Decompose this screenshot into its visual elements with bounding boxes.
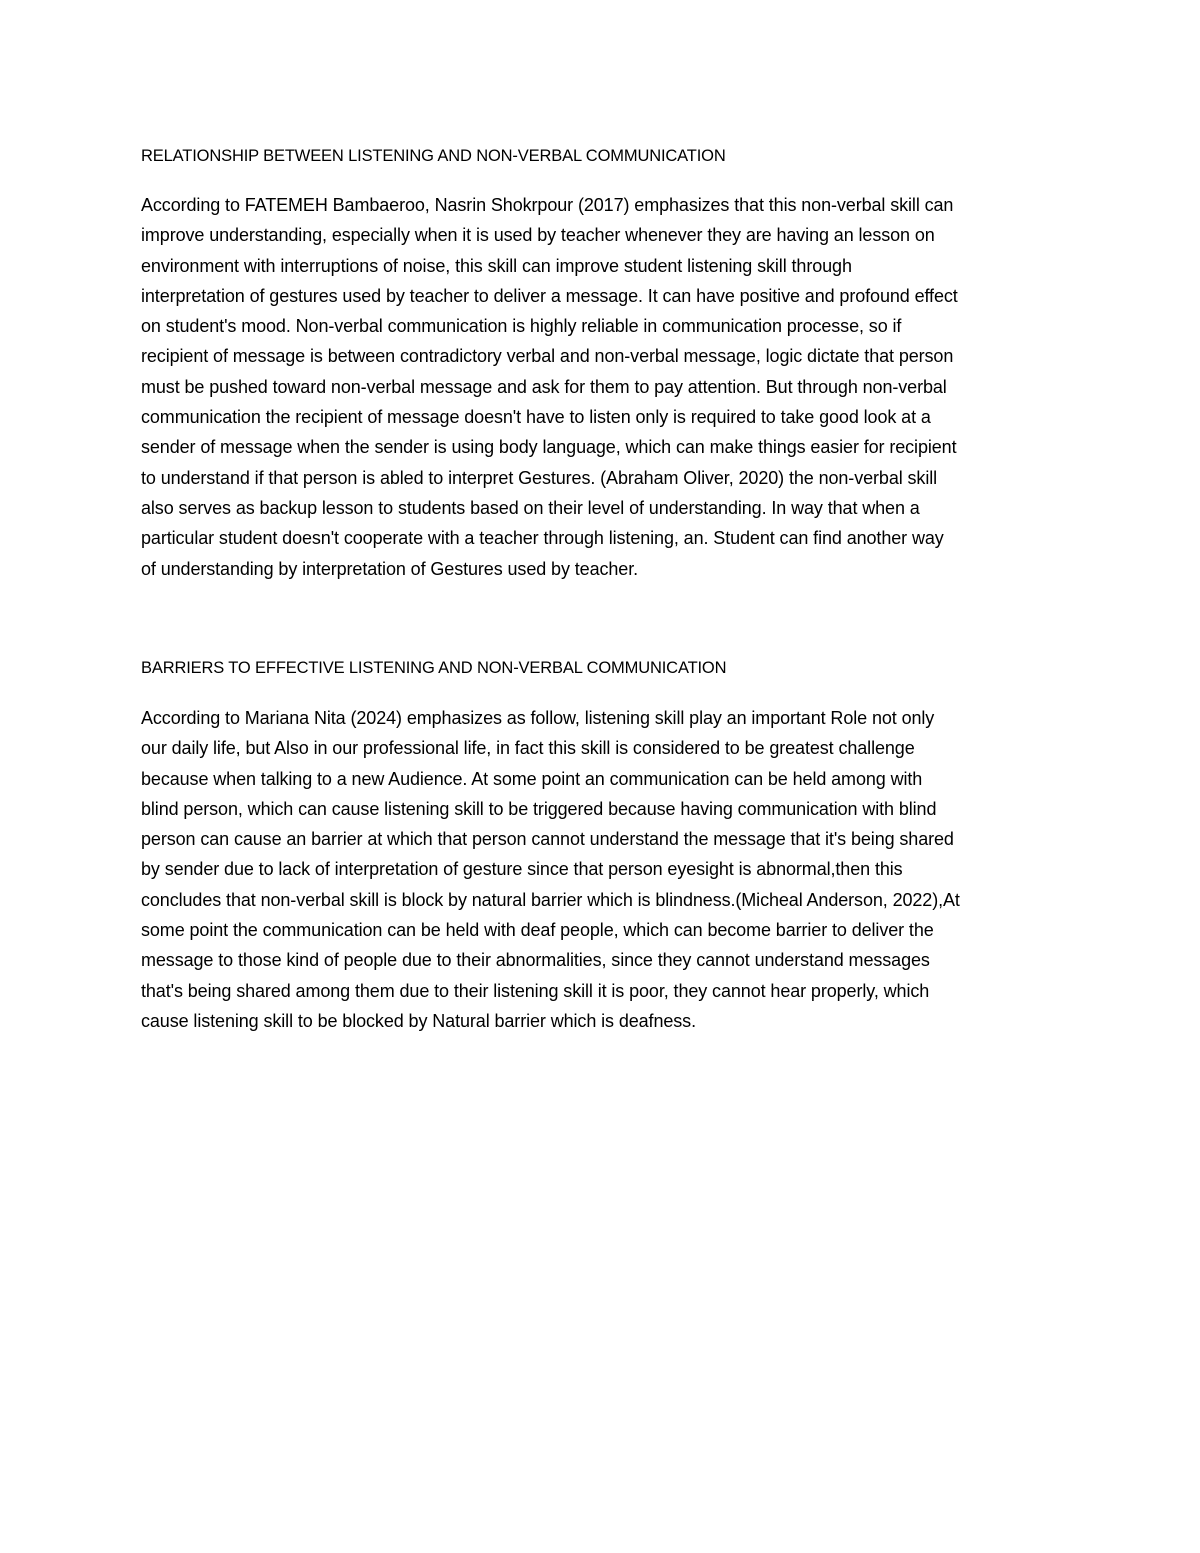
paragraph-line: person can cause an barrier at which that person cannot understand the message that it's being shared [141,829,954,850]
paragraph-line: environment with interruptions of noise, this skill can improve student listening skill through [141,255,852,276]
paragraph-line: by sender due to lack of interpretation of gesture since that person eyesight is abnormal,then this [141,859,903,880]
paragraph-line: sender of message when the sender is using body language, which can make things easier for recipient [141,437,957,458]
paragraph-line: to understand if that person is abled to interpret Gestures. (Abraham Oliver, 2020) the non-verbal skill [141,467,938,488]
paragraph-line: interpretation of gestures used by teacher to deliver a message. It can have positive and profound effect [141,285,958,306]
paragraph-line: communication the recipient of message doesn't have to listen only is required to take good look at a [141,407,931,428]
paragraph-line: that's being shared among them due to their listening skill it is poor, they cannot hear properly, which [141,980,930,1001]
paragraph-barriers [141,703,1066,1036]
paragraph-line: recipient of message is between contradictory verbal and non-verbal message, logic dictate that person [141,346,954,367]
paragraph-relationship [141,190,1066,584]
paragraph-line: According to Mariana Nita (2024) emphasizes as follow, listening skill play an important Role not only [141,708,935,728]
paragraph-line: of understanding by interpretation of Gestures used by teacher. [141,558,639,579]
paragraph-line: also serves as backup lesson to students based on their level of understanding. In way that when a [141,497,920,518]
paragraph-line: some point the communication can be held with deaf people, which can become barrier to deliver the [141,920,934,941]
section-heading-relationship: RELATIONSHIP BETWEEN LISTENING AND NON-VERBAL COMMUNICATION [141,147,726,165]
paragraph-line: blind person, which can cause listening skill to be triggered because having communication with blind [141,798,937,819]
paragraph-line: cause listening skill to be blocked by Natural barrier which is deafness. [141,1010,696,1031]
paragraph-line: because when talking to a new Audience. At some point an communication can be held among with [141,768,923,789]
paragraph-line: improve understanding, especially when it is used by teacher whenever they are having an lesson on [141,225,935,246]
paragraph-line: our daily life, but Also in our professional life, in fact this skill is considered to be greatest challenge [141,738,915,759]
paragraph-line: must be pushed toward non-verbal message and ask for them to pay attention. But through non-verbal [141,376,947,397]
paragraph-line: concludes that non-verbal skill is block by natural barrier which is blindness.(Micheal Anderson, 2022),At [141,889,960,910]
paragraph-line: on student's mood. Non-verbal communication is highly reliable in communication processe, so if [141,316,902,337]
paragraph-line: According to FATEMEH Bambaeroo, Nasrin Shokrpour (2017) emphasizes that this non-verbal skill can [141,195,954,215]
paragraph-line: particular student doesn't cooperate with a teacher through listening, an. Student can find another way [141,528,944,549]
section-heading-barriers: BARRIERS TO EFFECTIVE LISTENING AND NON-VERBAL COMMUNICATION [141,659,727,677]
paragraph-line: message to those kind of people due to their abnormalities, since they cannot understand messages [141,950,930,971]
